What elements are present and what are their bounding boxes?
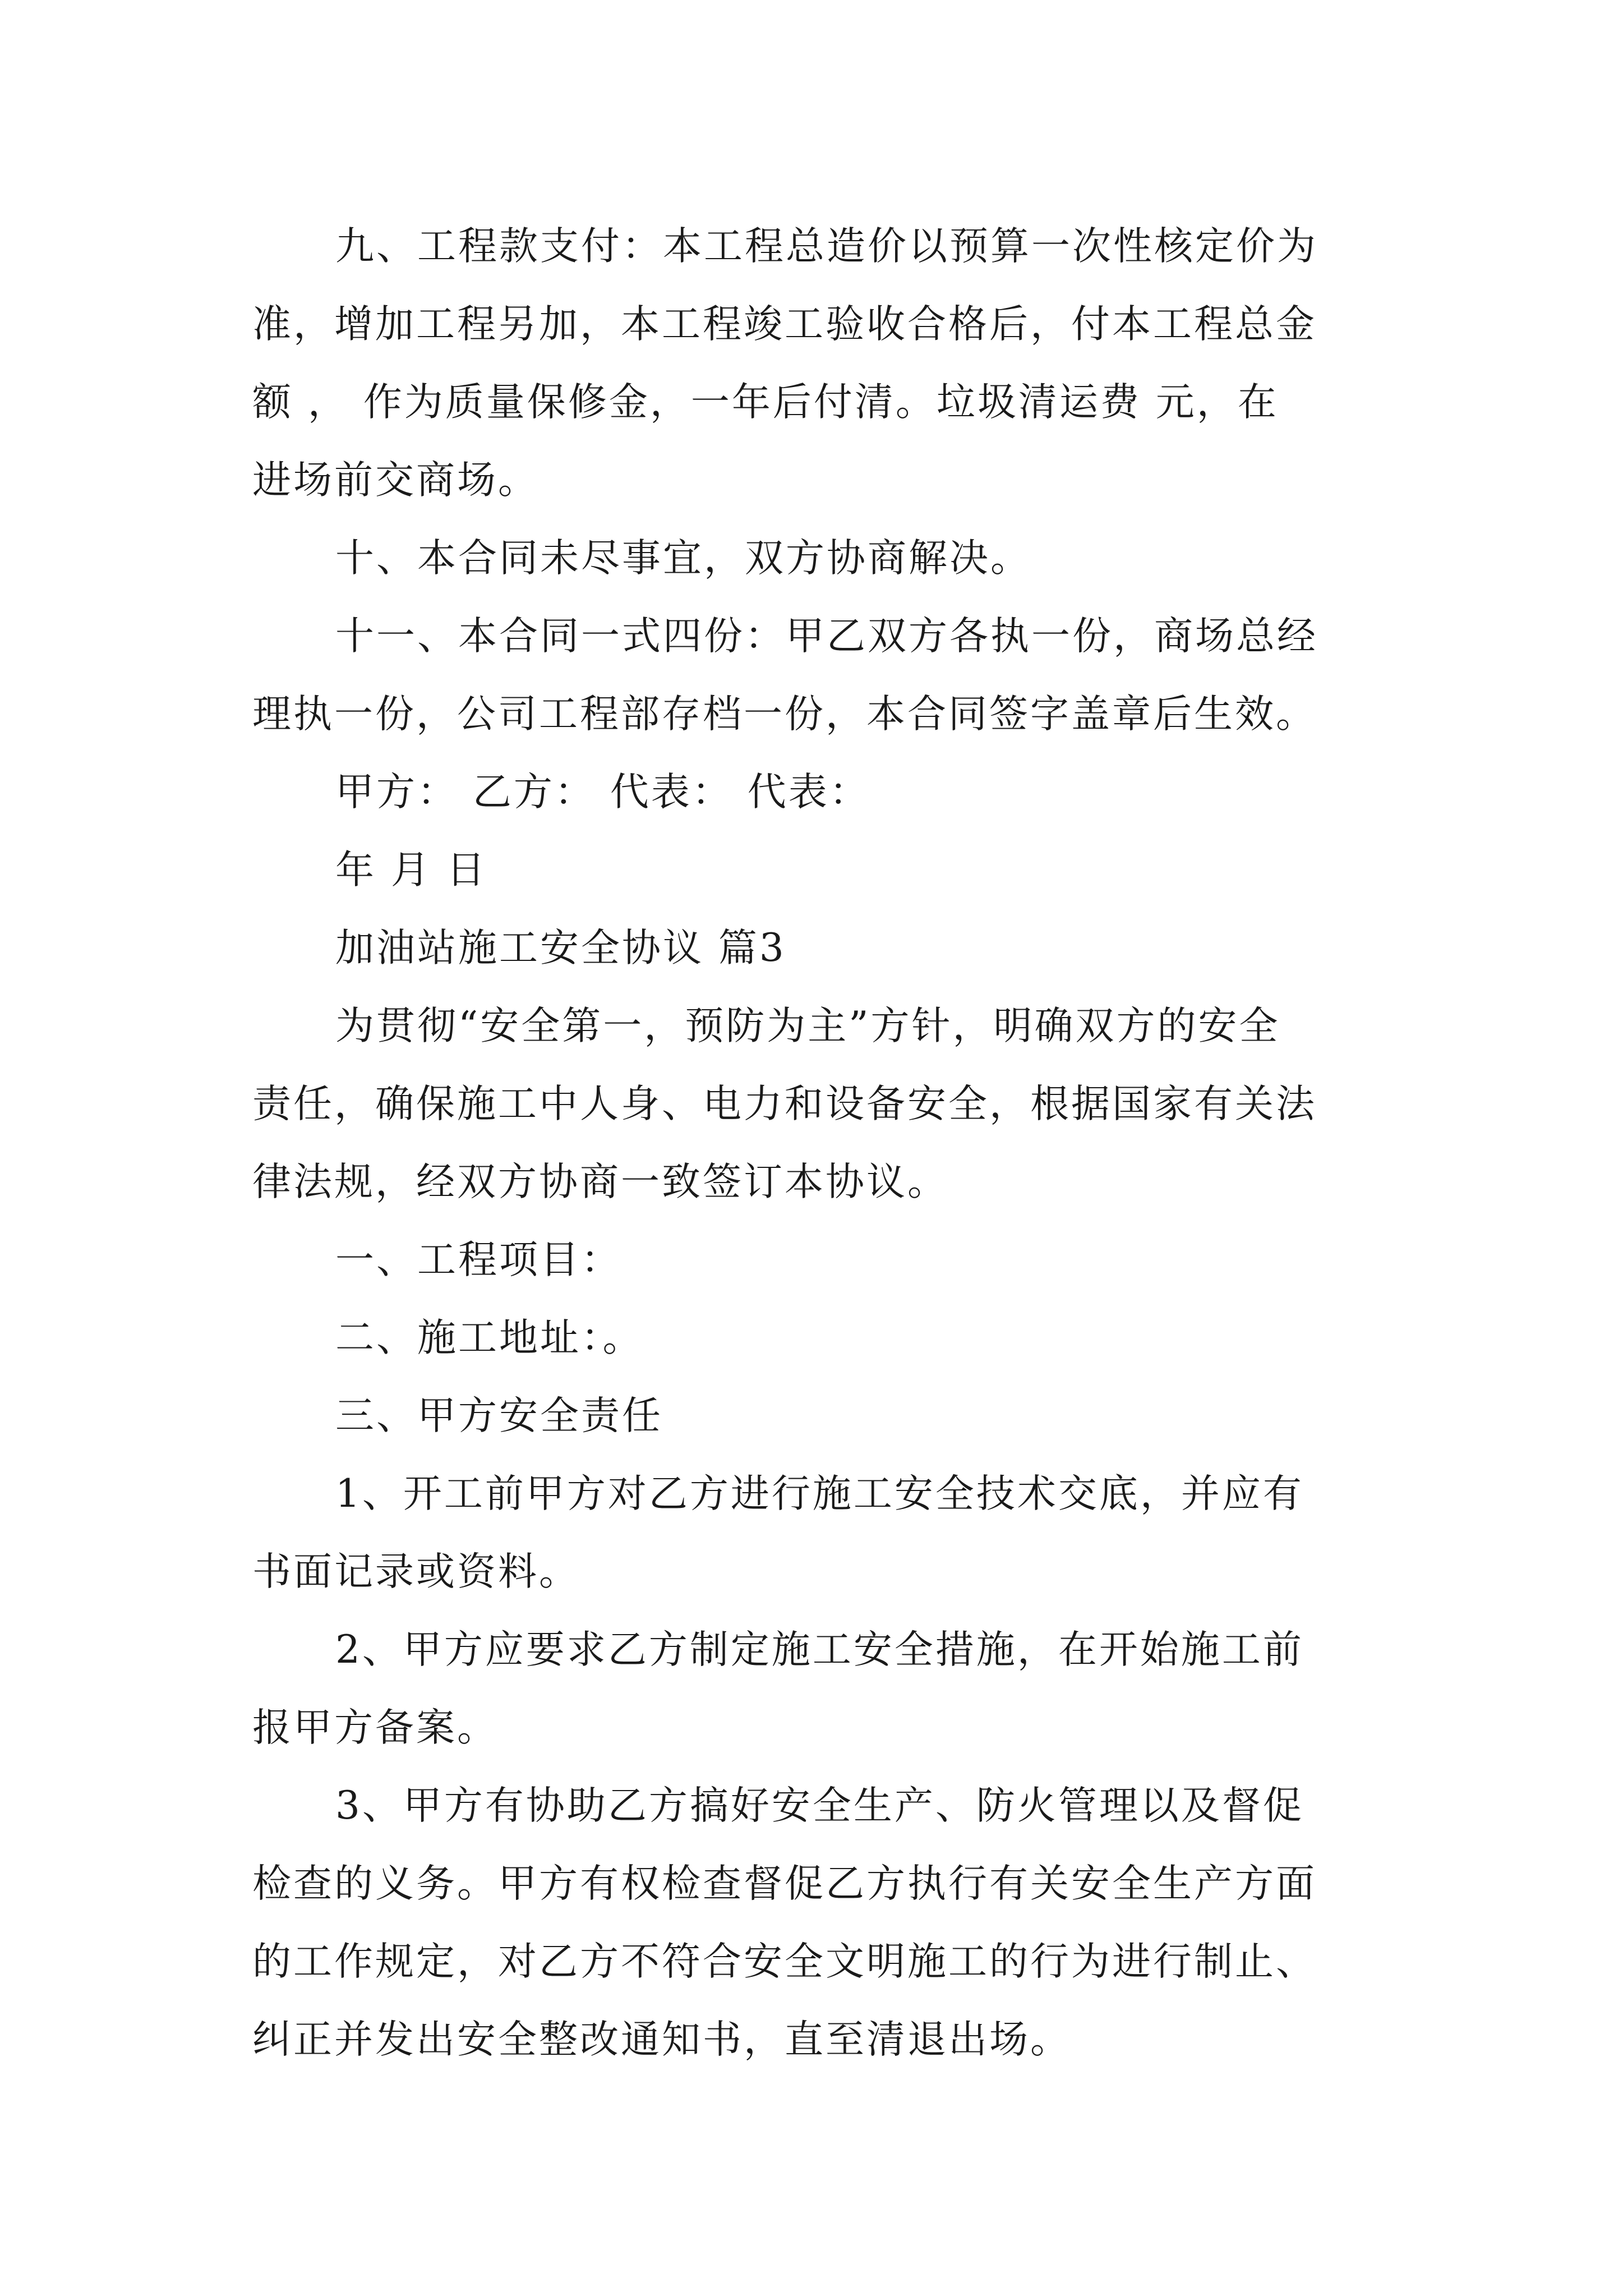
text-line: 进场前交商场。 — [252, 458, 539, 503]
paragraph-duty-1 — [252, 1455, 1385, 1611]
text-line: 检查的义务。甲方有权检查督促乙方执行有关安全生产方面 — [252, 1861, 1317, 1906]
paragraph-item-2 — [252, 1299, 1385, 1377]
text-line: 责任，确保施工中人身、电力和设备安全，根据国家有关法 — [252, 1082, 1317, 1126]
signature-line — [252, 753, 1385, 831]
text-line: 二、施工地址：。 — [335, 1315, 644, 1360]
text-line: 纠正并发出安全整改通知书，直至清退出场。 — [252, 2017, 1071, 2062]
text-line: 九、工程款支付：本工程总造价以预算一次性核定价为 — [335, 224, 1318, 269]
paragraph-clause-10 — [252, 519, 1385, 597]
text-line: 甲方： 乙方： 代表： 代表： — [335, 770, 870, 815]
text-line: 报甲方备案。 — [252, 1705, 498, 1750]
text-line: 准，增加工程另加，本工程竣工验收合格后，付本工程总金 — [252, 302, 1317, 347]
text-line: 三、甲方安全责任 — [335, 1393, 663, 1438]
text-line: 十一、本合同一式四份：甲乙双方各执一份，商场总经 — [335, 614, 1318, 659]
paragraph-clause-11 — [252, 597, 1385, 753]
text-line: 加油站施工安全协议 篇3 — [335, 926, 786, 970]
paragraph-preamble — [252, 987, 1385, 1221]
text-line: 律法规，经双方协商一致签订本协议。 — [252, 1159, 948, 1204]
paragraph-duty-2 — [252, 1611, 1385, 1767]
text-line: 的工作规定，对乙方不符合安全文明施工的行为进行制止、 — [252, 1939, 1317, 1984]
paragraph-duty-3 — [252, 1767, 1385, 2079]
document-body — [252, 208, 1385, 2079]
text-line: 十、本合同未尽事宜，双方协商解决。 — [335, 536, 1031, 581]
text-line: 3、甲方有协助乙方搞好安全生产、防火管理以及督促 — [335, 1783, 1304, 1828]
paragraph-item-1 — [252, 1221, 1385, 1299]
text-line: 一、工程项目： — [335, 1237, 622, 1282]
text-line: 1、开工前甲方对乙方进行施工安全技术交底，并应有 — [335, 1471, 1304, 1516]
paragraph-item-3 — [252, 1377, 1385, 1455]
text-line: 年 月 日 — [335, 848, 487, 892]
text-line: 2、甲方应要求乙方制定施工安全措施，在开始施工前 — [335, 1627, 1304, 1672]
paragraph-clause-9 — [252, 208, 1385, 519]
text-line: 额 ， 作为质量保修金，一年后付清。垃圾清运费 元，在 — [252, 380, 1279, 425]
section-title — [252, 909, 1385, 987]
date-line — [252, 831, 1385, 909]
text-line: 书面记录或资料。 — [252, 1549, 580, 1594]
text-line: 为贯彻“安全第一，预防为主”方针，明确双方的安全 — [335, 1004, 1280, 1048]
text-line: 理执一份，公司工程部存档一份，本合同签字盖章后生效。 — [252, 692, 1317, 737]
